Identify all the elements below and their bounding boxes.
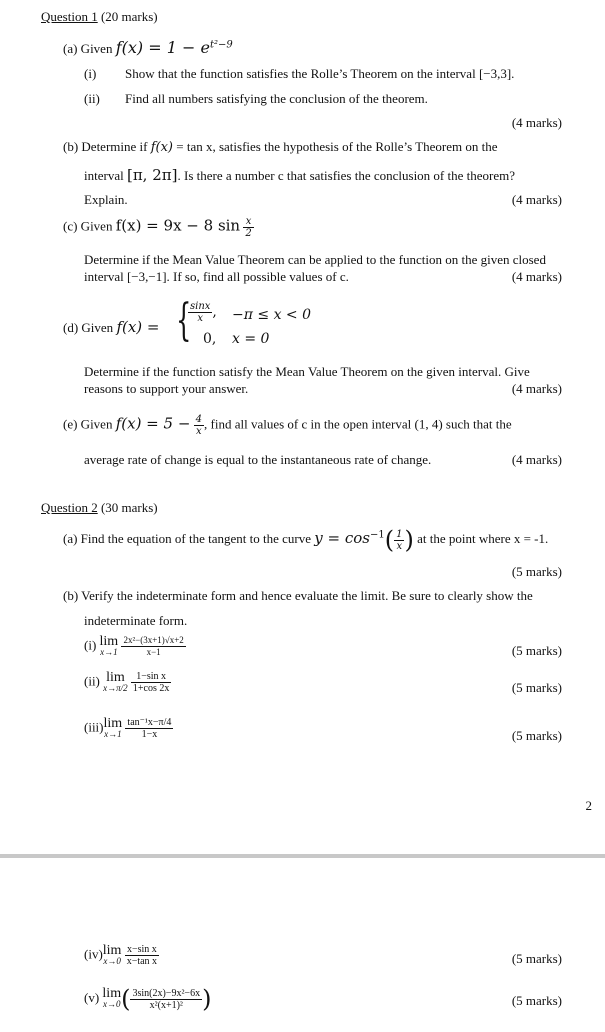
q2b-line1: (b) Verify the indeterminate form and hence evaluate the limit. Be sure to clearly show the	[63, 588, 533, 603]
q2b-ii-frac	[131, 671, 171, 694]
q2b-i	[84, 635, 186, 658]
q2b-iv-frac	[125, 944, 159, 967]
q1b-line1	[63, 139, 497, 155]
q1d-case1: $\frac{\sin x}{x}$ ,	[190, 301, 217, 324]
q2b-iii-num: (iii)	[84, 719, 104, 735]
q2b-iii	[84, 717, 173, 740]
q2b-i-frac	[121, 635, 185, 658]
q1a-exp: t²−9	[209, 39, 233, 51]
q1d-line2: reasons to support your answer.	[84, 381, 249, 396]
q2a-text: (a) Find the equation of the tangent to the curve	[63, 530, 312, 546]
question-2-title: Question 2	[41, 500, 98, 515]
q1d-case1-frac	[188, 301, 212, 324]
q1c-frac-num: x	[243, 216, 253, 228]
q2a-sup: −1	[369, 529, 385, 541]
q1b-func: f(x)	[150, 140, 174, 155]
q2b-ii-bottom: 1+cos 2x	[132, 683, 170, 694]
q2a-frac	[394, 529, 404, 552]
q2b-iii-frac	[125, 717, 173, 740]
q2a-post: at the point where x = -1.	[417, 530, 549, 546]
q1a-label: (a) Given	[63, 41, 113, 56]
q1c-frac	[243, 216, 253, 239]
q1b-marks: (4 marks)	[511, 192, 562, 207]
q2b-iii-marks: (5 marks)	[511, 728, 562, 743]
q2b-v-marks: (5 marks)	[511, 993, 562, 1008]
q1c-line2: interval [−3,−1]. If so, find all possible values of c.	[84, 269, 349, 284]
q2a-frac-num: 1	[396, 528, 403, 540]
q1a-marks: (4 marks)	[511, 115, 562, 130]
q2b-iv-top: x−sin x	[125, 944, 159, 956]
q1c-func: f(x) = 9x − 8 sin	[115, 216, 241, 235]
question-2-marks: (30 marks)	[100, 500, 158, 515]
q2b-i-top: 2x²−(3x+1)√x+2	[123, 635, 184, 645]
q1c-frac-den: 2	[245, 228, 252, 239]
q2b-v-top: 3sin(2x)−9x²−6x	[132, 987, 201, 999]
q2b-i-marks: (5 marks)	[511, 643, 562, 658]
q1e-func: f(x) = 5 −	[115, 414, 191, 433]
q1b-question: . Is there a number c that satisfies the conclusion of the theorem?	[177, 168, 516, 183]
q2b-iii-lim-sub: x→1	[104, 728, 122, 739]
q1c-given	[63, 216, 254, 239]
q2a-frac-den: x	[396, 540, 403, 552]
q1a-given	[63, 38, 233, 57]
q1d-case1-den: x	[197, 313, 204, 324]
q1b-interval-label: interval	[84, 168, 124, 183]
q1e-line2: average rate of change is equal to the instantaneous rate of change.	[84, 452, 432, 467]
q2a-line: (a) Find the equation of the tangent to the curve $y = \cos^{-1}$( $\frac{1}{x}$ ) at the point where x = -1.	[63, 526, 549, 554]
q1a-ii-text: Find all numbers satisfying the conclusion of the theorem.	[125, 91, 428, 106]
page-gap	[0, 858, 605, 870]
q2b-ii-top: 1−sin x	[131, 671, 171, 683]
page-number: 2	[585, 798, 592, 813]
q2b-v-bottom: x²(x+1)²	[149, 999, 183, 1011]
q1b-interval: [π, 2π]	[126, 166, 178, 184]
q2b-v-lim	[102, 988, 121, 1010]
q1a-i-text: Show that the function satisfies the Rolle’s Theorem on the interval [−3,3].	[125, 66, 515, 81]
q2a-marks: (5 marks)	[511, 564, 562, 579]
q1d-case1-num: sinx	[190, 301, 211, 312]
q1b-pre: (b) Determine if	[63, 139, 148, 154]
q2b-v-frac	[130, 988, 202, 1011]
q2b-iv-lim-sub: x→0	[103, 955, 121, 966]
q2b-i-bottom: x−1	[146, 647, 161, 657]
q1d-marks: (4 marks)	[511, 381, 562, 396]
question-1-title: Question 1	[41, 9, 98, 24]
q2b-line2: indeterminate form.	[84, 613, 188, 628]
question-1-marks: (20 marks)	[100, 9, 158, 24]
q1a-ii-num: (ii)	[84, 91, 100, 106]
q2b-ii-lim-sub: x→π/2	[103, 682, 128, 693]
q2b-iv-bottom: x−tan x	[126, 956, 158, 967]
q1e-frac-den: x	[196, 426, 202, 437]
q2b-ii	[84, 671, 171, 694]
q1e-marks: (4 marks)	[511, 452, 562, 467]
q2b-i-lim-sub: x→1	[100, 646, 118, 657]
q1e-frac	[194, 414, 204, 437]
q1b-explain: Explain.	[84, 192, 128, 207]
question-1-heading	[41, 9, 158, 25]
q2b-v-num: (v)	[84, 989, 100, 1005]
q1d-label-text: (d) Given	[63, 320, 114, 335]
q1e-label: (e) Given	[63, 416, 113, 432]
q1e-given	[63, 414, 512, 437]
q2b-iv-lim-word: lim	[102, 942, 122, 958]
q2b-iii-lim	[103, 715, 123, 740]
q2b-iv	[84, 944, 159, 967]
q2b-ii-marks: (5 marks)	[511, 680, 562, 695]
q2b-iii-bottom: 1−x	[141, 729, 158, 740]
q2b-ii-lim	[103, 669, 128, 694]
q1a-func: f(x) = 1 − e	[115, 38, 210, 57]
q2b-iv-lim	[102, 942, 122, 967]
q2b-v-lim-sub: x→0	[103, 999, 121, 1009]
q1d-case2-cond: x = 0	[232, 331, 270, 347]
q1d-label	[63, 318, 160, 336]
q2b-v: (v) lim x→0 ( $\frac{\text{3sin(2x)−9x²−6x}}{\text{x²(x+1)²}}$ )	[84, 985, 212, 1013]
q2b-iv-num: (iv)	[84, 946, 103, 962]
question-2-heading	[41, 500, 158, 516]
q1c-marks: (4 marks)	[511, 269, 562, 284]
q2b-i-lim	[99, 633, 119, 658]
q2a-func: y = cos	[314, 528, 370, 547]
q2b-iv-marks: (5 marks)	[511, 951, 562, 966]
q1d-case1-cond: −π ≤ x < 0	[232, 307, 311, 323]
q2b-i-lim-word: lim	[99, 633, 119, 649]
q1b-post: = tan x, satisfies the hypothesis of the Rolle’s Theorem on the	[176, 139, 498, 154]
q1e-post: , find all values of c in the open interval (1, 4) such that the	[204, 416, 512, 432]
q1d-line1: Determine if the function satisfy the Mean Value Theorem on the given interval. Give	[84, 364, 530, 379]
q1c-label: (c) Given	[63, 218, 113, 234]
q1b-line2	[84, 166, 515, 184]
q1a-i-num: (i)	[84, 66, 97, 81]
q1e-frac-num: 4	[195, 414, 203, 425]
q1d-func: f(x) =	[116, 318, 160, 336]
q2b-iii-top: tan⁻¹x−π/4	[127, 717, 172, 728]
q2b-iii-lim-word: lim	[103, 715, 123, 731]
q2b-ii-lim-word: lim	[106, 669, 125, 685]
q2b-i-num: (i)	[84, 637, 97, 653]
q2b-ii-num: (ii)	[84, 673, 100, 689]
q1c-line1: Determine if the Mean Value Theorem can be applied to the function on the given closed	[84, 252, 546, 267]
q2b-v-lim-word: lim	[102, 986, 122, 1001]
q1d-brace: {	[176, 295, 192, 346]
q1d-case2-val: 0,	[203, 331, 217, 347]
